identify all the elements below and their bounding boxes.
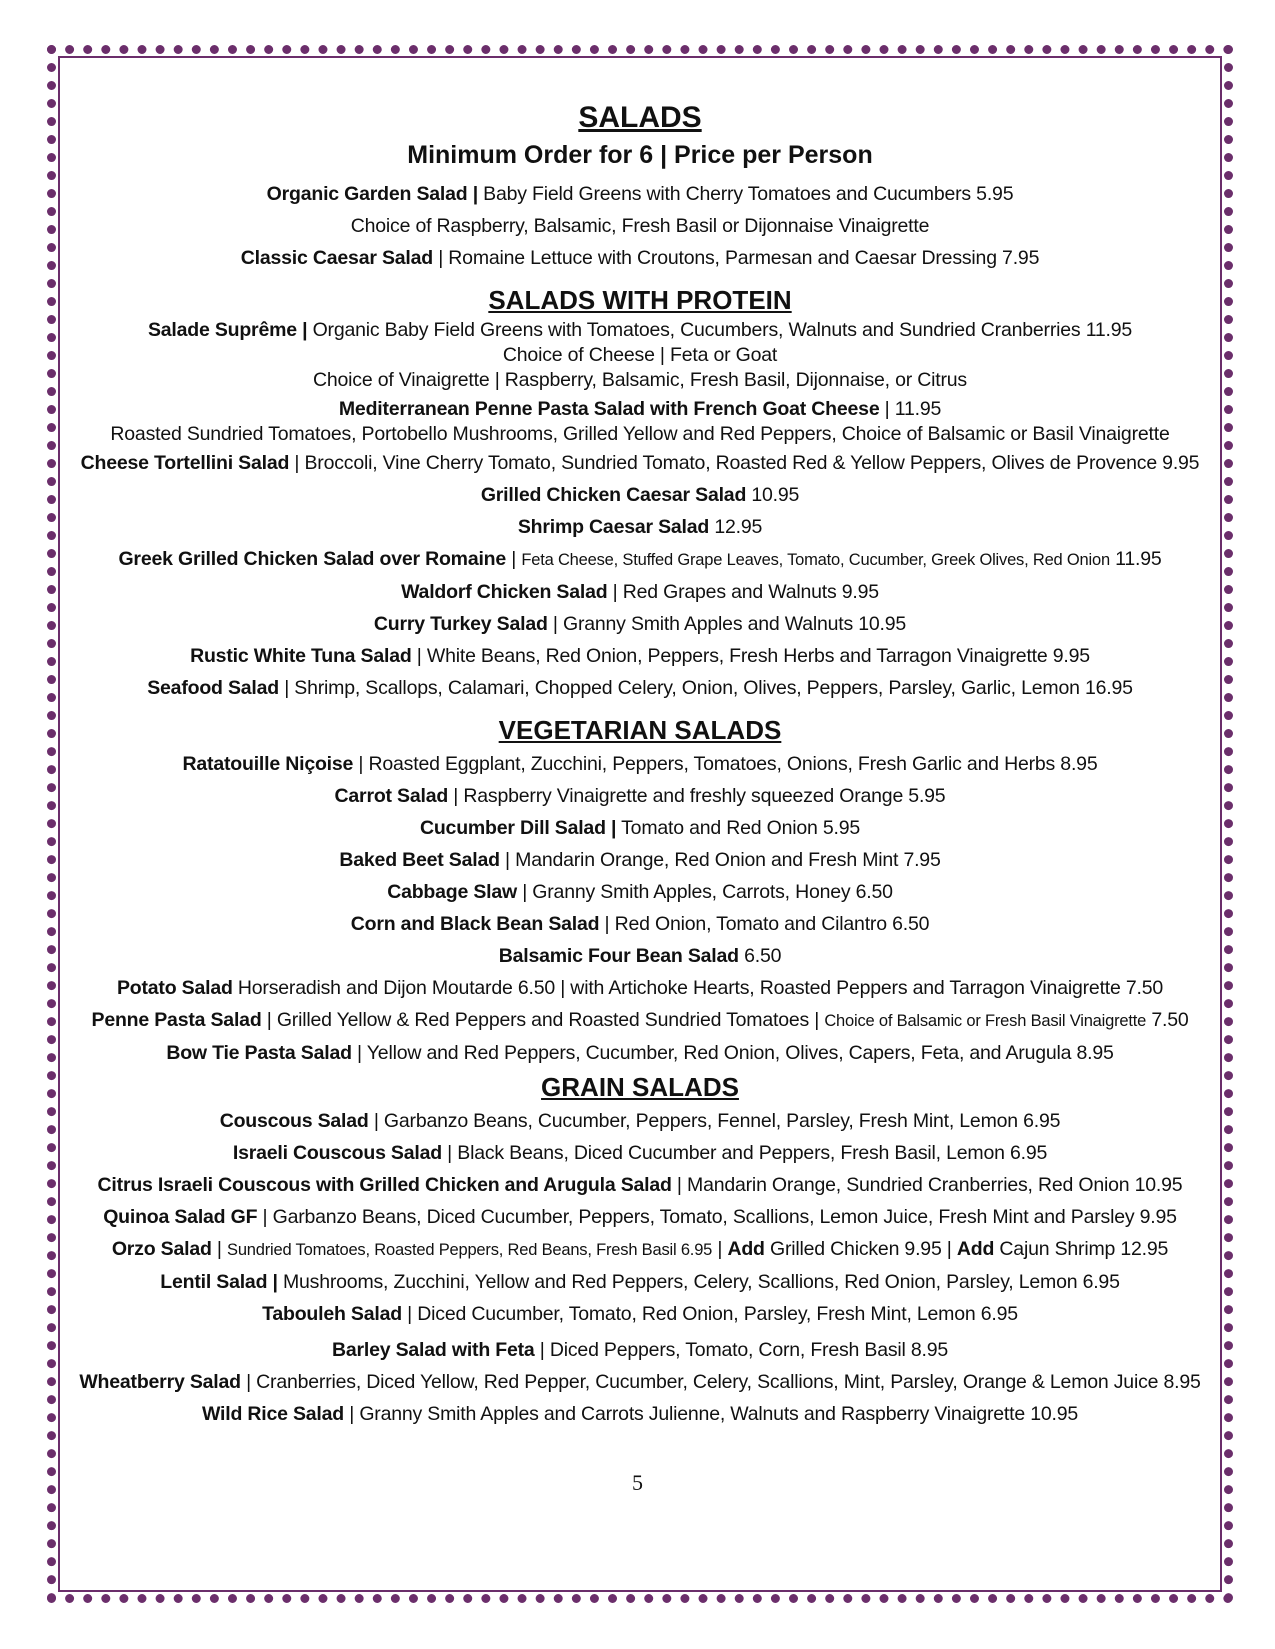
item-name: Mediterranean Penne Pasta Salad with French Goat Cheese bbox=[338, 398, 880, 420]
add-label: Add bbox=[956, 1238, 995, 1260]
item-name: Cucumber Dill Salad | bbox=[419, 817, 617, 839]
item-desc: Choice of Cheese | Feta or Goat bbox=[502, 344, 778, 366]
menu-item bbox=[68, 876, 1212, 908]
item-name: Cabbage Slaw bbox=[387, 881, 517, 903]
menu-item bbox=[68, 576, 1212, 608]
item-desc: | Red Onion, Tomato and Cilantro 6.50 bbox=[599, 913, 930, 935]
menu-item bbox=[68, 1366, 1212, 1398]
item-name: Lentil Salad | bbox=[160, 1271, 278, 1293]
add-label: Add bbox=[727, 1238, 765, 1260]
item-desc: | Garbanzo Beans, Diced Cucumber, Peppers, Tomato, Scallions, Lemon Juice, Fresh Mint and Parsley 9.95 bbox=[257, 1206, 1177, 1228]
item-name: Quinoa Salad GF bbox=[103, 1206, 258, 1228]
menu-item bbox=[68, 812, 1212, 844]
menu-item bbox=[68, 1037, 1212, 1069]
item-name: Baked Beet Salad bbox=[339, 849, 500, 871]
item-name: Wild Rice Salad bbox=[201, 1403, 345, 1425]
section-heading-vegetarian: VEGETARIAN SALADS bbox=[498, 715, 782, 745]
item-name: Cheese Tortellini Salad bbox=[80, 452, 290, 474]
item-desc: | Diced Cucumber, Tomato, Red Onion, Parsley, Fresh Mint, Lemon 6.95 bbox=[401, 1303, 1018, 1325]
item-desc: Mushrooms, Zucchini, Yellow and Red Peppers, Celery, Scallions, Red Onion, Parsley, Lemon 6.95 bbox=[277, 1271, 1120, 1293]
menu-item bbox=[68, 1105, 1212, 1137]
item-name: Barley Salad with Feta bbox=[331, 1339, 535, 1361]
item-name: Ratatouille Niçoise bbox=[182, 753, 354, 775]
item-desc: | Red Grapes and Walnuts 9.95 bbox=[607, 581, 879, 603]
item-desc: | 11.95 bbox=[879, 398, 942, 420]
menu-item bbox=[68, 972, 1212, 1004]
menu-item bbox=[68, 479, 1212, 511]
menu-item bbox=[68, 397, 1212, 422]
item-desc: 12.95 bbox=[709, 516, 763, 538]
item-desc: Horseradish and Dijon Moutarde 6.50 | with Artichoke Hearts, Roasted Peppers and Tarragon Vinaigrette 7.50 bbox=[232, 977, 1164, 999]
item-name: Penne Pasta Salad bbox=[91, 1009, 262, 1031]
add-option: Cajun Shrimp 12.95 bbox=[994, 1238, 1169, 1260]
item-desc: | Romaine Lettuce with Croutons, Parmesan and Caesar Dressing 7.95 bbox=[432, 247, 1040, 269]
item-desc: | Black Beans, Diced Cucumber and Peppers, Fresh Basil, Lemon 6.95 bbox=[441, 1142, 1048, 1164]
item-name: Orzo Salad bbox=[111, 1238, 212, 1260]
item-desc: | White Beans, Red Onion, Peppers, Fresh Herbs and Tarragon Vinaigrette 9.95 bbox=[411, 645, 1090, 667]
menu-item bbox=[68, 1233, 1212, 1266]
item-desc: | bbox=[506, 548, 522, 570]
item-name: Greek Grilled Chicken Salad over Romaine bbox=[118, 548, 507, 570]
item-name: Israeli Couscous Salad bbox=[232, 1142, 442, 1164]
item-price: 7.50 bbox=[1146, 1009, 1189, 1031]
item-name: Waldorf Chicken Salad bbox=[401, 581, 608, 603]
item-desc: | Yellow and Red Peppers, Cucumber, Red Onion, Olives, Capers, Feta, and Arugula 8.95 bbox=[351, 1042, 1114, 1064]
menu-item bbox=[68, 1266, 1212, 1298]
item-name: Potato Salad bbox=[116, 977, 233, 999]
menu-item bbox=[68, 780, 1212, 812]
item-name: Organic Garden Salad | bbox=[266, 183, 478, 205]
item-name: Wheatberry Salad bbox=[79, 1371, 241, 1393]
item-desc: | bbox=[211, 1238, 228, 1260]
item-name: Bow Tie Pasta Salad bbox=[166, 1042, 352, 1064]
item-name: Grilled Chicken Caesar Salad bbox=[480, 484, 747, 506]
item-name: Couscous Salad bbox=[219, 1110, 369, 1132]
menu-item bbox=[68, 1334, 1212, 1366]
item-desc: | Granny Smith Apples, Carrots, Honey 6.50 bbox=[517, 881, 893, 903]
menu-item bbox=[68, 940, 1212, 972]
menu-item bbox=[68, 608, 1212, 640]
item-name: Corn and Black Bean Salad bbox=[350, 913, 600, 935]
grain-list bbox=[68, 1105, 1212, 1430]
menu-item bbox=[68, 672, 1212, 704]
menu-item bbox=[68, 1004, 1212, 1037]
menu-item bbox=[68, 178, 1212, 210]
menu-content bbox=[68, 98, 1212, 1430]
vegetarian-list bbox=[68, 748, 1212, 1069]
menu-item bbox=[68, 908, 1212, 940]
item-name: Balsamic Four Bean Salad bbox=[498, 945, 739, 967]
item-desc: Choice of Raspberry, Balsamic, Fresh Basil or Dijonnaise Vinaigrette bbox=[350, 215, 930, 237]
item-name: Classic Caesar Salad bbox=[240, 247, 433, 269]
menu-item bbox=[68, 210, 1212, 242]
menu-item bbox=[68, 1398, 1212, 1430]
item-name: Tabouleh Salad bbox=[262, 1303, 402, 1325]
item-name: Carrot Salad bbox=[334, 785, 449, 807]
item-name: Citrus Israeli Couscous with Grilled Chicken and Arugula Salad bbox=[97, 1174, 672, 1196]
section-heading-protein: SALADS WITH PROTEIN bbox=[488, 285, 792, 315]
item-desc: | Diced Peppers, Tomato, Corn, Fresh Basil 8.95 bbox=[534, 1339, 949, 1361]
item-desc: Roasted Sundried Tomatoes, Portobello Mushrooms, Grilled Yellow and Red Peppers, Choice of Balsamic or Basil Vinaigrette bbox=[110, 423, 1170, 445]
item-name: Shrimp Caesar Salad bbox=[517, 516, 710, 538]
page-number: 5 bbox=[632, 1470, 643, 1495]
item-desc-small: Feta Cheese, Stuffed Grape Leaves, Tomato, Cucumber, Greek Olives, Red Onion bbox=[521, 551, 1110, 569]
item-desc: | Grilled Yellow & Red Peppers and Roasted Sundried Tomatoes | bbox=[261, 1009, 825, 1031]
item-desc: | Broccoli, Vine Cherry Tomato, Sundried Tomato, Roasted Red & Yellow Peppers, Olives de Provence 9.95 bbox=[289, 452, 1200, 474]
section-heading-grain: GRAIN SALADS bbox=[541, 1072, 739, 1102]
menu-item bbox=[68, 1169, 1212, 1201]
item-name: Salade Suprême | bbox=[147, 319, 308, 341]
page-subtitle: Minimum Order for 6 | Price per Person bbox=[407, 141, 873, 169]
item-desc-small: Choice of Balsamic or Fresh Basil Vinaigrette bbox=[824, 1012, 1147, 1030]
item-desc: 10.95 bbox=[746, 484, 800, 506]
menu-item bbox=[68, 422, 1212, 447]
item-desc: | Cranberries, Diced Yellow, Red Pepper, Cucumber, Celery, Scallions, Mint, Parsley, Orange & Lemon Juice 8.95 bbox=[240, 1371, 1201, 1393]
item-sep: | bbox=[712, 1238, 728, 1260]
menu-item bbox=[68, 343, 1212, 368]
menu-item bbox=[68, 447, 1212, 479]
menu-item bbox=[68, 1298, 1212, 1330]
menu-item bbox=[68, 1201, 1212, 1233]
item-desc: | Mandarin Orange, Sundried Cranberries, Red Onion 10.95 bbox=[671, 1174, 1183, 1196]
item-desc: Baby Field Greens with Cherry Tomatoes and Cucumbers 5.95 bbox=[477, 183, 1014, 205]
item-desc: | Raspberry Vinaigrette and freshly squeezed Orange 5.95 bbox=[448, 785, 946, 807]
item-desc: | Garbanzo Beans, Cucumber, Peppers, Fennel, Parsley, Fresh Mint, Lemon 6.95 bbox=[368, 1110, 1061, 1132]
menu-item bbox=[68, 242, 1212, 274]
item-price: 11.95 bbox=[1109, 548, 1162, 570]
menu-item bbox=[68, 511, 1212, 543]
item-desc: Choice of Vinaigrette | Raspberry, Balsamic, Fresh Basil, Dijonnaise, or Citrus bbox=[313, 369, 967, 391]
item-name: Seafood Salad bbox=[147, 677, 279, 699]
item-desc: 6.50 bbox=[738, 945, 782, 967]
menu-item bbox=[68, 640, 1212, 672]
menu-item bbox=[68, 368, 1212, 393]
item-desc-small: Sundried Tomatoes, Roasted Peppers, Red Beans, Fresh Basil 6.95 bbox=[227, 1241, 713, 1259]
item-name: Rustic White Tuna Salad bbox=[190, 645, 412, 667]
menu-item bbox=[68, 543, 1212, 576]
item-desc: Organic Baby Field Greens with Tomatoes, Cucumbers, Walnuts and Sundried Cranberries 11.95 bbox=[307, 319, 1133, 341]
salads-list bbox=[68, 178, 1212, 274]
menu-item bbox=[68, 844, 1212, 876]
item-desc: | Granny Smith Apples and Carrots Julienne, Walnuts and Raspberry Vinaigrette 10.95 bbox=[344, 1403, 1079, 1425]
add-option: Grilled Chicken 9.95 | bbox=[764, 1238, 957, 1260]
item-desc: | Granny Smith Apples and Walnuts 10.95 bbox=[547, 613, 907, 635]
item-desc: | Roasted Eggplant, Zucchini, Peppers, Tomatoes, Onions, Fresh Garlic and Herbs 8.95 bbox=[353, 753, 1098, 775]
item-desc: | Mandarin Orange, Red Onion and Fresh Mint 7.95 bbox=[499, 849, 941, 871]
menu-item bbox=[68, 318, 1212, 343]
menu-item bbox=[68, 748, 1212, 780]
protein-list bbox=[68, 318, 1212, 704]
page-title: SALADS bbox=[578, 101, 702, 134]
item-desc: Tomato and Red Onion 5.95 bbox=[616, 817, 861, 839]
item-desc: | Shrimp, Scallops, Calamari, Chopped Celery, Onion, Olives, Peppers, Parsley, Garlic, Lemon 16.95 bbox=[279, 677, 1133, 699]
menu-item bbox=[68, 1137, 1212, 1169]
item-name: Curry Turkey Salad bbox=[373, 613, 548, 635]
